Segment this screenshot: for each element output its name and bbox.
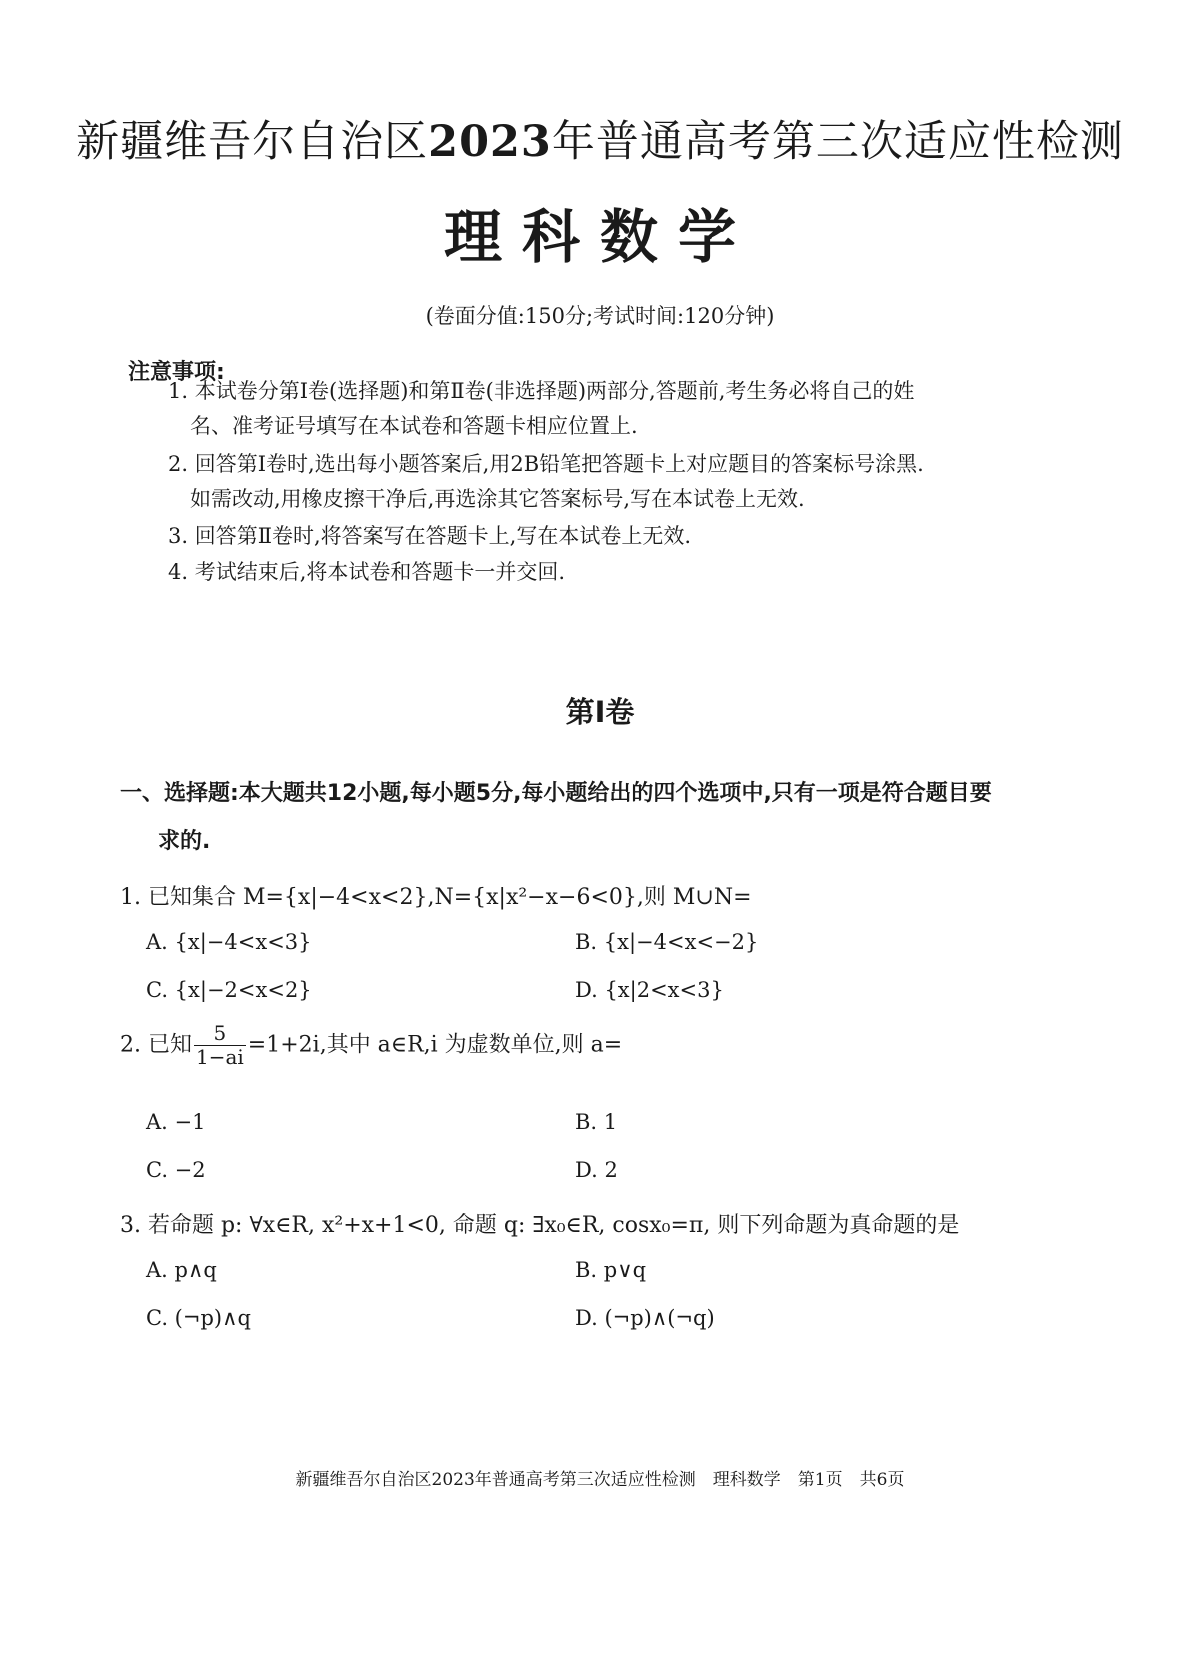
question-2-fraction [194, 1022, 246, 1069]
question-2-option-c: C. −2 [146, 1158, 206, 1182]
notice-item: 3. 回答第Ⅱ卷时,将答案写在答题卡上,写在本试卷上无效. [168, 524, 692, 548]
part-one-instructions: 一、选择题:本大题共12小题,每小题5分,每小题给出的四个选项中,只有一项是符合题目要 [120, 781, 992, 806]
page-footer: 新疆维吾尔自治区2023年普通高考第三次适应性检测 理科数学 第1页 共6页 [295, 1470, 905, 1490]
notice-item: 如需改动,用橡皮擦干净后,再选涂其它答案标号,写在本试卷上无效. [190, 487, 805, 511]
question-2-option-d: D. 2 [575, 1158, 618, 1182]
fraction-denominator: 1−ai [195, 1045, 244, 1069]
exam-title-rest: 年普通高考第三次适应性检测 [551, 117, 1124, 167]
question-1-option-c: C. {x|−2<x<2} [146, 978, 312, 1002]
notice-item: 1. 本试卷分第Ⅰ卷(选择题)和第Ⅱ卷(非选择题)两部分,答题前,考生务必将自己的姓 [168, 379, 915, 403]
score-info: (卷面分值:150分;考试时间:120分钟) [425, 304, 775, 328]
notice-item: 4. 考试结束后,将本试卷和答题卡一并交回. [168, 560, 566, 584]
question-2-option-a: A. −1 [146, 1110, 206, 1134]
question-3-option-d: D. (¬p)∧(¬q) [575, 1306, 715, 1330]
notice-item: 2. 回答第Ⅰ卷时,选出每小题答案后,用2B铅笔把答题卡上对应题目的答案标号涂黑. [168, 452, 924, 476]
fraction-numerator: 5 [194, 1022, 246, 1046]
exam-title [0, 108, 1200, 169]
exam-title-year: 2023 [428, 117, 552, 167]
question-1-option-d: D. {x|2<x<3} [575, 978, 724, 1002]
question-3-stem: 3. 若命题 p: ∀x∈R, x²+x+1<0, 命题 q: ∃x₀∈R, cosx₀=π, 则下列命题为真命题的是 [120, 1213, 960, 1238]
notice-item: 名、准考证号填写在本试卷和答题卡相应位置上. [190, 414, 638, 438]
section-title: 第Ⅰ卷 [565, 695, 635, 729]
question-3-option-c: C. (¬p)∧q [146, 1306, 251, 1330]
exam-title-region: 新疆维吾尔自治区 [76, 117, 429, 167]
question-1-stem: 1. 已知集合 M={x|−4<x<2},N={x|x²−x−6<0},则 M∪N= [120, 885, 752, 910]
notice-heading: 注意事项: [128, 360, 225, 385]
question-2-option-b: B. 1 [575, 1110, 618, 1134]
question-1-option-a: A. {x|−4<x<3} [146, 930, 312, 954]
question-2-stem-post: =1+2i,其中 a∈R,i 为虚数单位,则 a= [247, 1032, 623, 1058]
question-2-stem-pre: 2. 已知 [120, 1032, 192, 1058]
subject-title: 理科数学 [443, 203, 756, 271]
question-3-option-a: A. p∧q [146, 1258, 217, 1282]
question-3-option-b: B. p∨q [575, 1258, 647, 1282]
question-2-stem [120, 1022, 622, 1069]
question-1-option-b: B. {x|−4<x<−2} [575, 930, 759, 954]
part-one-instructions-cont: 求的. [158, 829, 211, 854]
